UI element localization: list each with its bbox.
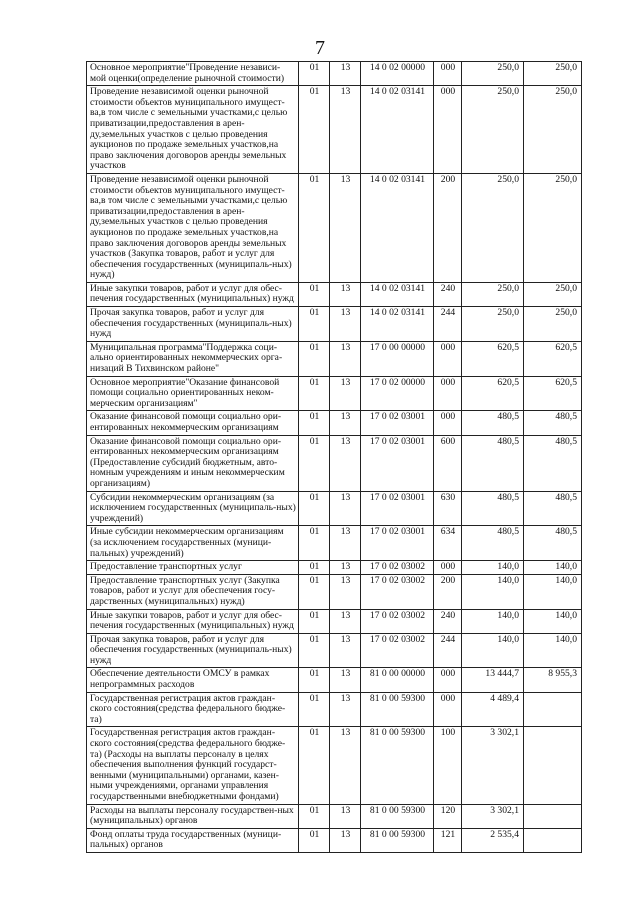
row-subsection-cell: 13 — [330, 491, 361, 526]
row-sum-2-cell: 140,0 — [524, 574, 582, 609]
table-row — [87, 411, 582, 435]
row-sum-2-cell: 480,5 — [524, 526, 582, 561]
row-section-cell: 01 — [299, 376, 330, 411]
row-name-cell: Фонд оплаты труда государственных (муници-пальных) органов — [87, 828, 299, 852]
row-name-cell: Расходы на выплаты персоналу государствен-ных (муниципальных) органов — [87, 804, 299, 828]
row-section-cell: 01 — [299, 86, 330, 174]
row-sum-2-cell — [524, 828, 582, 852]
row-sum-1-cell: 140,0 — [462, 633, 524, 668]
row-section-cell: 01 — [299, 526, 330, 561]
table-row — [87, 376, 582, 411]
table-row — [87, 668, 582, 692]
table-row — [87, 574, 582, 609]
table-row — [87, 526, 582, 561]
row-section-cell: 01 — [299, 633, 330, 668]
page-number: 7 — [315, 37, 325, 59]
row-expense-type-cell: 244 — [434, 307, 462, 342]
row-sum-1-cell: 2 535,4 — [462, 828, 524, 852]
row-name-cell: Государственная регистрация актов граждан-ского состояния(средства федерального бюдже-та) (Расходы на выплаты персоналу в целях обеспечения выполнения функций государст-венными (муниципальными) органами, казен-ными учреждениями, органами управления государственными внебюджетными фондами) — [87, 727, 299, 804]
row-subsection-cell: 13 — [330, 411, 361, 435]
row-name-cell: Основное мероприятие"Оказание финансовой помощи социально ориентированных неком-мерческим организациям" — [87, 376, 299, 411]
row-subsection-cell: 13 — [330, 376, 361, 411]
row-expense-type-cell: 240 — [434, 609, 462, 633]
row-sum-2-cell: 250,0 — [524, 173, 582, 282]
row-expense-type-cell: 000 — [434, 62, 462, 86]
table-row — [87, 609, 582, 633]
row-name-cell: Иные субсидии некоммерческим организациям (за исключением государственных (муници-пальных) учреждений) — [87, 526, 299, 561]
row-sum-2-cell: 620,5 — [524, 376, 582, 411]
row-sum-1-cell: 250,0 — [462, 307, 524, 342]
table-row — [87, 804, 582, 828]
row-section-cell: 01 — [299, 574, 330, 609]
row-subsection-cell: 13 — [330, 173, 361, 282]
row-section-cell: 01 — [299, 173, 330, 282]
table-row — [87, 435, 582, 491]
row-expense-type-cell: 240 — [434, 282, 462, 306]
row-sum-1-cell: 140,0 — [462, 574, 524, 609]
table-row — [87, 727, 582, 804]
table-row — [87, 828, 582, 852]
row-name-cell: Оказание финансовой помощи социально ори-ентированных некоммерческим организациям — [87, 411, 299, 435]
table-row — [87, 341, 582, 376]
row-section-cell: 01 — [299, 435, 330, 491]
row-sum-1-cell: 3 302,1 — [462, 727, 524, 804]
row-sum-2-cell: 140,0 — [524, 633, 582, 668]
row-target-article-cell: 17 0 02 03002 — [361, 609, 434, 633]
row-expense-type-cell: 244 — [434, 633, 462, 668]
row-expense-type-cell: 000 — [434, 376, 462, 411]
row-target-article-cell: 81 0 00 59300 — [361, 692, 434, 727]
row-target-article-cell: 81 0 00 59300 — [361, 804, 434, 828]
row-expense-type-cell: 630 — [434, 491, 462, 526]
row-name-cell: Муниципальная программа"Поддержка соци-ально ориентированных некоммерческих орга-низаций В Тихвинском районе" — [87, 341, 299, 376]
row-name-cell: Обеспечение деятельности ОМСУ в рамках непрограммных расходов — [87, 668, 299, 692]
row-subsection-cell: 13 — [330, 727, 361, 804]
row-sum-1-cell: 250,0 — [462, 282, 524, 306]
table-row — [87, 633, 582, 668]
row-sum-2-cell: 250,0 — [524, 307, 582, 342]
row-target-article-cell: 81 0 00 59300 — [361, 828, 434, 852]
row-sum-2-cell — [524, 692, 582, 727]
row-target-article-cell: 14 0 02 03141 — [361, 282, 434, 306]
row-subsection-cell: 13 — [330, 526, 361, 561]
row-section-cell: 01 — [299, 307, 330, 342]
row-sum-2-cell: 140,0 — [524, 609, 582, 633]
row-sum-1-cell: 140,0 — [462, 561, 524, 575]
row-section-cell: 01 — [299, 668, 330, 692]
row-target-article-cell: 14 0 02 03141 — [361, 307, 434, 342]
row-sum-2-cell: 620,5 — [524, 341, 582, 376]
row-name-cell: Субсидии некоммерческим организациям (за исключением государственных (муниципаль-ных) учреждений) — [87, 491, 299, 526]
row-expense-type-cell: 200 — [434, 574, 462, 609]
row-section-cell: 01 — [299, 561, 330, 575]
row-sum-2-cell: 250,0 — [524, 62, 582, 86]
row-sum-1-cell: 480,5 — [462, 411, 524, 435]
row-expense-type-cell: 121 — [434, 828, 462, 852]
row-expense-type-cell: 200 — [434, 173, 462, 282]
row-sum-1-cell: 620,5 — [462, 376, 524, 411]
row-section-cell: 01 — [299, 491, 330, 526]
row-target-article-cell: 14 0 02 03141 — [361, 173, 434, 282]
row-sum-1-cell: 13 444,7 — [462, 668, 524, 692]
row-section-cell: 01 — [299, 692, 330, 727]
row-target-article-cell: 17 0 02 03002 — [361, 633, 434, 668]
row-name-cell: Иные закупки товаров, работ и услуг для обес-печения государственных (муниципальных) нужд — [87, 609, 299, 633]
row-section-cell: 01 — [299, 282, 330, 306]
row-expense-type-cell: 600 — [434, 435, 462, 491]
row-sum-1-cell: 140,0 — [462, 609, 524, 633]
table-row — [87, 86, 582, 174]
table-row — [87, 692, 582, 727]
row-sum-1-cell: 4 489,4 — [462, 692, 524, 727]
row-sum-1-cell: 250,0 — [462, 62, 524, 86]
row-section-cell: 01 — [299, 828, 330, 852]
row-section-cell: 01 — [299, 411, 330, 435]
row-sum-2-cell: 480,5 — [524, 411, 582, 435]
table-row — [87, 282, 582, 306]
row-expense-type-cell: 000 — [434, 341, 462, 376]
row-target-article-cell: 17 0 02 03001 — [361, 526, 434, 561]
row-sum-2-cell: 480,5 — [524, 491, 582, 526]
row-subsection-cell: 13 — [330, 633, 361, 668]
table-row — [87, 62, 582, 86]
row-name-cell: Основное мероприятие"Проведение независи-мой оценки(определение рыночной стоимости) — [87, 62, 299, 86]
budget-table — [86, 61, 582, 853]
row-subsection-cell: 13 — [330, 86, 361, 174]
row-sum-2-cell: 250,0 — [524, 282, 582, 306]
row-target-article-cell: 17 0 02 00000 — [361, 376, 434, 411]
row-subsection-cell: 13 — [330, 341, 361, 376]
row-expense-type-cell: 000 — [434, 561, 462, 575]
row-sum-1-cell: 3 302,1 — [462, 804, 524, 828]
row-name-cell: Иные закупки товаров, работ и услуг для обес-печения государственных (муниципальных) нужд — [87, 282, 299, 306]
row-subsection-cell: 13 — [330, 307, 361, 342]
table-row — [87, 491, 582, 526]
row-name-cell: Государственная регистрация актов граждан-ского состояния(средства федерального бюдже-та) — [87, 692, 299, 727]
row-sum-1-cell: 480,5 — [462, 526, 524, 561]
row-sum-2-cell — [524, 804, 582, 828]
row-sum-1-cell: 250,0 — [462, 86, 524, 174]
row-subsection-cell: 13 — [330, 574, 361, 609]
row-sum-1-cell: 480,5 — [462, 435, 524, 491]
row-expense-type-cell: 000 — [434, 692, 462, 727]
table-row — [87, 307, 582, 342]
row-section-cell: 01 — [299, 341, 330, 376]
row-section-cell: 01 — [299, 804, 330, 828]
row-subsection-cell: 13 — [330, 435, 361, 491]
row-section-cell: 01 — [299, 609, 330, 633]
row-name-cell: Прочая закупка товаров, работ и услуг для обеспечения государственных (муниципаль-ных) нужд — [87, 307, 299, 342]
row-name-cell: Оказание финансовой помощи социально ори-ентированных некоммерческим организациям (Предоставление субсидий бюджетным, авто-номным учреждениям и иным некоммерческим организациям) — [87, 435, 299, 491]
row-target-article-cell: 81 0 00 00000 — [361, 668, 434, 692]
row-subsection-cell: 13 — [330, 609, 361, 633]
row-expense-type-cell: 000 — [434, 668, 462, 692]
row-expense-type-cell: 120 — [434, 804, 462, 828]
row-target-article-cell: 17 0 00 00000 — [361, 341, 434, 376]
row-sum-1-cell: 620,5 — [462, 341, 524, 376]
budget-table-body — [87, 62, 582, 853]
row-subsection-cell: 13 — [330, 804, 361, 828]
table-row — [87, 561, 582, 575]
row-subsection-cell: 13 — [330, 62, 361, 86]
row-expense-type-cell: 000 — [434, 86, 462, 174]
row-sum-2-cell: 8 955,3 — [524, 668, 582, 692]
row-name-cell: Предоставление транспортных услуг (Закупка товаров, работ и услуг для обеспечения госу-дарственных (муниципальных) нужд) — [87, 574, 299, 609]
row-target-article-cell: 17 0 02 03002 — [361, 561, 434, 575]
row-sum-2-cell: 480,5 — [524, 435, 582, 491]
row-subsection-cell: 13 — [330, 692, 361, 727]
row-subsection-cell: 13 — [330, 282, 361, 306]
row-sum-2-cell: 250,0 — [524, 86, 582, 174]
row-subsection-cell: 13 — [330, 828, 361, 852]
table-row — [87, 173, 582, 282]
row-section-cell: 01 — [299, 727, 330, 804]
row-name-cell: Прочая закупка товаров, работ и услуг для обеспечения государственных (муниципаль-ных) нужд — [87, 633, 299, 668]
row-subsection-cell: 13 — [330, 561, 361, 575]
row-sum-1-cell: 250,0 — [462, 173, 524, 282]
row-name-cell: Проведение независимой оценки рыночной стоимости объектов муниципального имущест-ва,в том числе с земельными участками,с целью приватизации,предоставления в арен-ду,земельных участков с целью проведения аукционов по продаже земельных участков,на право заключения договоров аренды земельных участков — [87, 86, 299, 174]
row-sum-2-cell: 140,0 — [524, 561, 582, 575]
row-target-article-cell: 17 0 02 03001 — [361, 411, 434, 435]
row-target-article-cell: 14 0 02 00000 — [361, 62, 434, 86]
row-sum-2-cell — [524, 727, 582, 804]
row-target-article-cell: 14 0 02 03141 — [361, 86, 434, 174]
row-target-article-cell: 17 0 02 03002 — [361, 574, 434, 609]
row-name-cell: Предоставление транспортных услуг — [87, 561, 299, 575]
row-expense-type-cell: 634 — [434, 526, 462, 561]
row-name-cell: Проведение независимой оценки рыночной стоимости объектов муниципального имущест-ва,в том числе с земельными участками,с целью приватизации,предоставления в арен-ду,земельных участков с целью проведения аукционов по продаже земельных участков,на право заключения договоров аренды земельных участков (Закупка товаров, работ и услуг для обеспечения государственных (муниципаль-ных) нужд) — [87, 173, 299, 282]
row-target-article-cell: 17 0 02 03001 — [361, 491, 434, 526]
row-section-cell: 01 — [299, 62, 330, 86]
row-expense-type-cell: 100 — [434, 727, 462, 804]
row-expense-type-cell: 000 — [434, 411, 462, 435]
row-subsection-cell: 13 — [330, 668, 361, 692]
row-target-article-cell: 17 0 02 03001 — [361, 435, 434, 491]
row-sum-1-cell: 480,5 — [462, 491, 524, 526]
row-target-article-cell: 81 0 00 59300 — [361, 727, 434, 804]
